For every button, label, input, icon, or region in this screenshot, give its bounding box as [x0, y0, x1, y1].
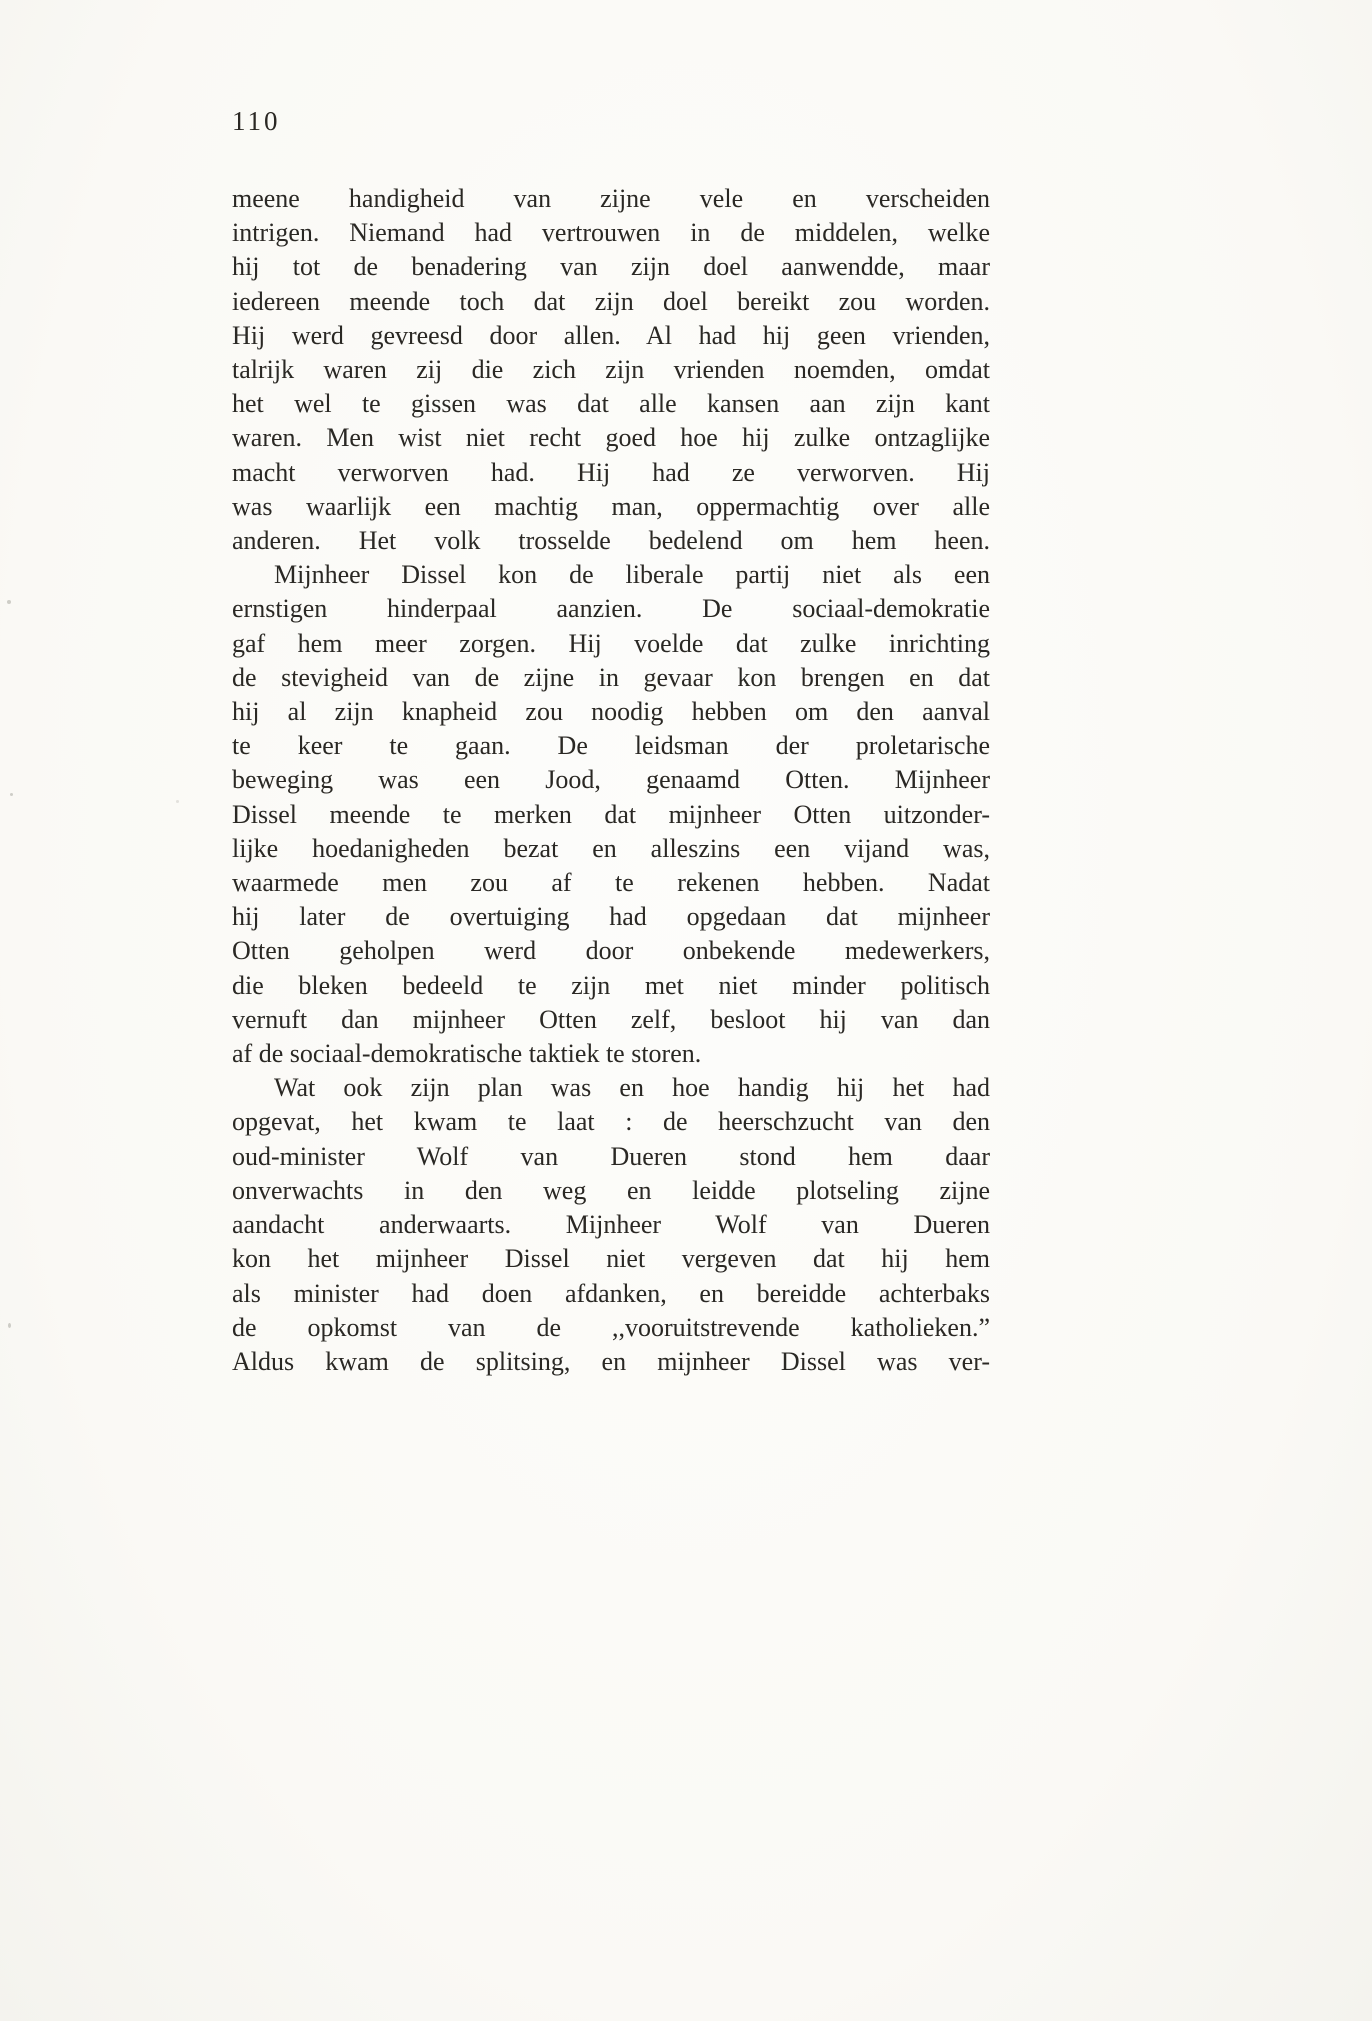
text-line: vernuft dan mijnheer Otten zelf, besloot hij van dan: [232, 1004, 990, 1034]
text-line: te keer te gaan. De leidsman der proletarische: [232, 731, 990, 761]
text-line: beweging was een Jood, genaamd Otten. Mijnheer: [232, 765, 990, 795]
page-body: [232, 182, 990, 1379]
text-line: intrigen. Niemand had vertrouwen in de middelen, welke: [232, 218, 990, 248]
text-line: meene handigheid van zijne vele en verscheiden: [232, 184, 990, 213]
text-line: waarmede men zou af te rekenen hebben. Nadat: [232, 868, 990, 898]
text-line: Wat ook zijn plan was en hoe handig hij het had: [274, 1073, 990, 1103]
text-line: waren. Men wist niet recht goed hoe hij zulke ontzaglijke: [232, 423, 990, 453]
text-line: hij tot de benadering van zijn doel aanwendde, maar: [232, 252, 990, 282]
text-line: was waarlijk een machtig man, oppermachtig over alle: [232, 491, 990, 521]
page-number: 110: [232, 106, 281, 136]
paper-speck: [8, 1323, 11, 1328]
paragraph: [232, 1071, 990, 1379]
paragraph: [232, 182, 990, 558]
text-line: de opkomst van de ,,vooruitstrevende katholieken.”: [232, 1312, 990, 1342]
text-line: gaf hem meer zorgen. Hij voelde dat zulke inrichting: [232, 628, 990, 658]
paragraph: [232, 558, 990, 1071]
text-line: lijke hoedanigheden bezat en alleszins een vijand was,: [232, 833, 990, 863]
text-line: Aldus kwam de splitsing, en mijnheer Dissel was ver-: [232, 1346, 990, 1376]
text-line: als minister had doen afdanken, en bereidde achterbaks: [232, 1278, 990, 1308]
text-line: Mijnheer Dissel kon de liberale partij niet als een: [274, 560, 990, 590]
paper-speck: [10, 793, 13, 796]
text-line: iedereen meende toch dat zijn doel bereikt zou worden.: [232, 286, 990, 316]
text-line: de stevigheid van de zijne in gevaar kon brengen en dat: [232, 662, 990, 692]
text-line: ernstigen hinderpaal aanzien. De sociaal-demokratie: [232, 594, 990, 624]
text-line: oud-minister Wolf van Dueren stond hem daar: [232, 1141, 990, 1171]
text-line: talrijk waren zij die zich zijn vrienden noemden, omdat: [232, 355, 990, 385]
text-line: die bleken bedeeld te zijn met niet minder politisch: [232, 970, 990, 1000]
text-line: Hij werd gevreesd door allen. Al had hij geen vrienden,: [232, 320, 990, 350]
text-line: onverwachts in den weg en leidde plotseling zijne: [232, 1175, 990, 1205]
text-line: macht verworven had. Hij had ze verworven. Hij: [232, 457, 990, 487]
paper-speck: [7, 600, 11, 604]
text-line: Otten geholpen werd door onbekende medewerkers,: [232, 936, 990, 966]
paper-speck: [176, 800, 179, 803]
text-line: aandacht anderwaarts. Mijnheer Wolf van Dueren: [232, 1210, 990, 1240]
text-line: Dissel meende te merken dat mijnheer Otten uitzonder-: [232, 799, 990, 829]
text-line: hij al zijn knapheid zou noodig hebben om den aanval: [232, 697, 990, 727]
text-line: kon het mijnheer Dissel niet vergeven dat hij hem: [232, 1244, 990, 1274]
text-line: het wel te gissen was dat alle kansen aan zijn kant: [232, 389, 990, 419]
text-line: opgevat, het kwam te laat : de heerschzucht van den: [232, 1107, 990, 1137]
text-line: hij later de overtuiging had opgedaan dat mijnheer: [232, 902, 990, 932]
text-line: af de sociaal-demokratische taktiek te storen.: [232, 1039, 702, 1069]
text-line: anderen. Het volk trosselde bedelend om hem heen.: [232, 526, 990, 556]
